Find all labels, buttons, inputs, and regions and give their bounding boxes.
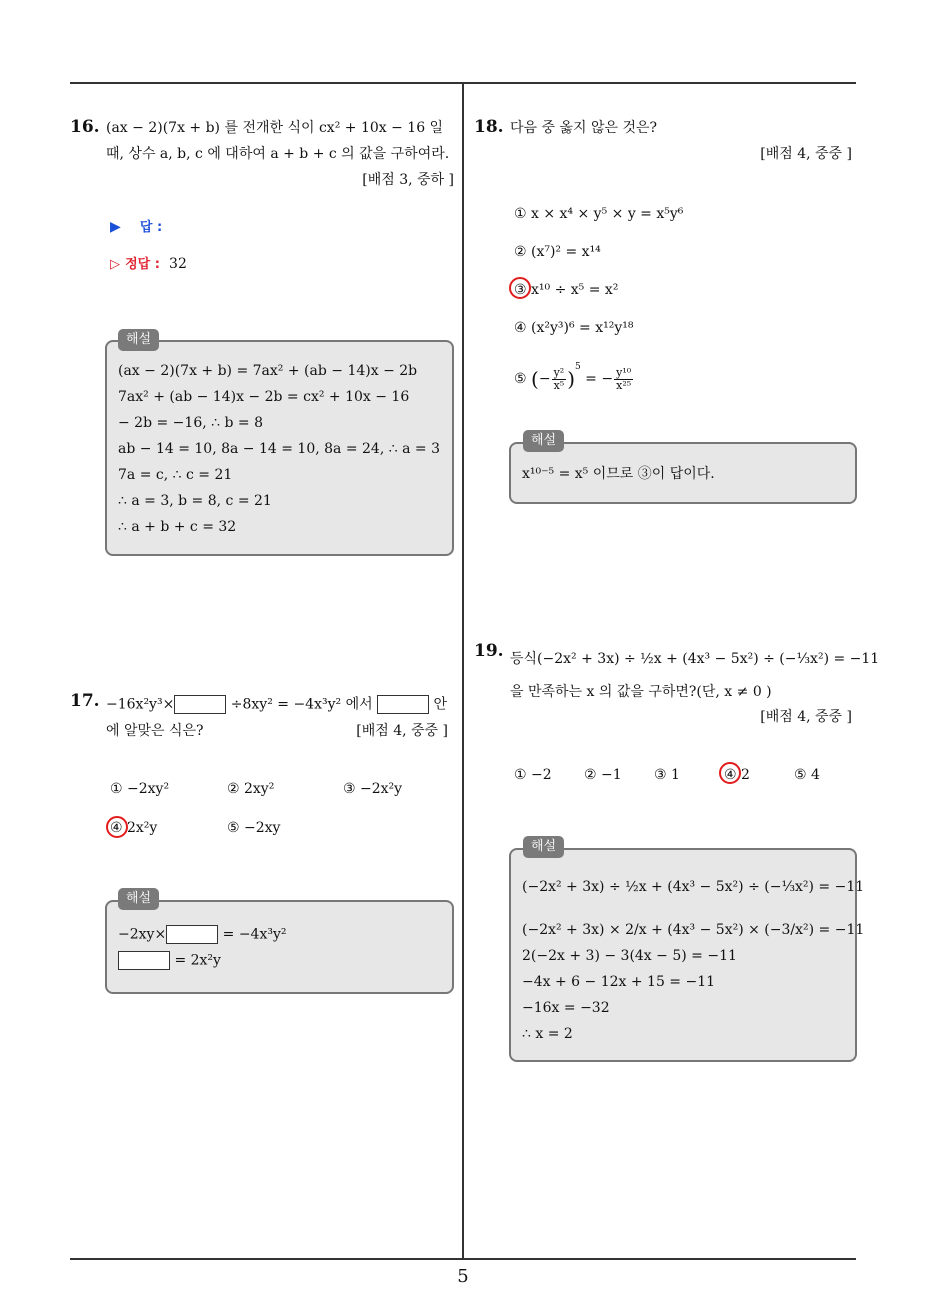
q16-explain-line: ∴ a = 3, b = 8, c = 21 xyxy=(118,493,272,509)
page-number: 5 xyxy=(457,1266,469,1287)
q16-explain-line: 7a = c, ∴ c = 21 xyxy=(118,467,233,483)
choice-5-lhs-fraction xyxy=(552,367,567,392)
blank-box xyxy=(166,925,218,944)
q16-explain-line: ab − 14 = 10, 8a − 14 = 10, 8a = 24, ∴ a = 3 xyxy=(118,441,440,457)
q17-explain-c: = 2x²y xyxy=(174,952,221,969)
q17-choice: ① −2xy² xyxy=(110,781,170,797)
q18-explain-line: x¹⁰⁻⁵ = x⁵ 이므로 ③이 답이다. xyxy=(522,466,715,482)
q16-answer-prompt xyxy=(110,216,162,235)
blank-box xyxy=(174,695,226,714)
correct-answer-value: 32 xyxy=(169,256,187,272)
correct-answer-label: 정답 : xyxy=(125,257,160,272)
blank-box xyxy=(377,695,429,714)
q17-expr-a: −16x²y³× xyxy=(106,696,175,713)
q19-score: [배점 4, 중중 ] xyxy=(760,709,852,725)
q17-score: [배점 4, 중중 ] xyxy=(356,723,448,739)
q17-explanation-tag: 해설 xyxy=(118,888,159,910)
q18-explanation-tag: 해설 xyxy=(523,430,564,452)
play-icon: ▶ xyxy=(110,219,121,235)
q19-choice: ⑤ 4 xyxy=(794,767,820,783)
q17-choice: ④ 2x²y xyxy=(110,820,158,836)
q16-correct-answer xyxy=(110,253,187,272)
q19-text-line1: 등식(−2x² + 3x) ÷ ½x + (4x³ − 5x²) ÷ (−⅓x²) = −11 xyxy=(510,651,880,667)
q17-number: 17. xyxy=(70,691,100,711)
q19-answer-circle-mark xyxy=(719,762,741,784)
q17-expr-b: ÷8xy² = −4x³y² 에서 xyxy=(230,696,373,713)
q16-score: [배점 3, 중하 ] xyxy=(362,172,454,188)
blank-box xyxy=(118,951,170,970)
q19-choice: ② −1 xyxy=(584,767,622,783)
q17-explain-a: −2xy× xyxy=(118,926,167,943)
q18-choice: ④ (x²y³)⁶ = x¹²y¹⁸ xyxy=(514,320,634,336)
fraction-denominator: x⁵ xyxy=(553,378,565,392)
choice-5-exponent: 5 xyxy=(575,362,581,372)
q16-number: 16. xyxy=(70,117,100,137)
q17-choice: ⑤ −2xy xyxy=(227,820,281,836)
q17-explain-line2 xyxy=(118,951,221,970)
q16-explain-line: (ax − 2)(7x + b) = 7ax² + (ab − 14)x − 2b xyxy=(118,363,418,379)
q19-text-line2: 을 만족하는 x 의 값을 구하면?(단, x ≠ 0 ) xyxy=(510,684,772,700)
q18-choice-5: ⑤ (− $\frac{\text{y²}}{\text{x⁵}}$ )$^5$ = − $\frac{\text{y¹⁰}}{\text{x²⁵}}$ xyxy=(514,362,632,392)
q16-explain-line: ∴ a + b + c = 32 xyxy=(118,519,237,535)
q16-explain-line: − 2b = −16, ∴ b = 8 xyxy=(118,415,263,431)
q16-text-line1: (ax − 2)(7x + b) 를 전개한 식이 cx² + 10x − 16 일 xyxy=(106,120,444,136)
q17-text-line2: 에 알맞은 식은? xyxy=(106,723,204,739)
q19-choice: ③ 1 xyxy=(654,767,680,783)
q18-choice: ① x × x⁴ × y⁵ × y = x⁵y⁶ xyxy=(514,206,684,222)
q18-choice: ② (x⁷)² = x¹⁴ xyxy=(514,244,601,260)
q17-explanation-box xyxy=(105,900,454,994)
fraction-numerator: y¹⁰ xyxy=(616,365,632,379)
q19-choice: ④ 2 xyxy=(724,767,750,783)
q19-explain-line: −4x + 6 − 12x + 15 = −11 xyxy=(522,974,716,990)
q17-explain-b: = −4x³y² xyxy=(222,926,287,943)
fraction-denominator: x²⁵ xyxy=(616,378,632,392)
fraction-numerator: y² xyxy=(553,365,565,379)
q16-explanation-tag: 해설 xyxy=(118,329,159,351)
q17-explain-line1 xyxy=(118,925,287,944)
q19-choice: ① −2 xyxy=(514,767,552,783)
choice-5-label: ⑤ xyxy=(514,371,527,387)
q19-explain-line: ∴ x = 2 xyxy=(522,1026,573,1042)
q19-explanation-tag: 해설 xyxy=(523,836,564,858)
column-divider xyxy=(462,83,464,1259)
q19-number: 19. xyxy=(474,641,504,661)
q17-choice: ③ −2x²y xyxy=(343,781,403,797)
q19-explain-line: (−2x² + 3x) × 2/x + (4x³ − 5x²) × (−3/x²) = −11 xyxy=(522,922,865,938)
q17-choice: ② 2xy² xyxy=(227,781,275,797)
q18-answer-circle-mark xyxy=(509,277,531,299)
q18-score: [배점 4, 중중 ] xyxy=(760,146,852,162)
q18-choice: ③ x¹⁰ ÷ x⁵ = x² xyxy=(514,282,619,298)
q17-text-line1 xyxy=(106,695,447,714)
answer-label: 답 : xyxy=(139,220,163,235)
q19-explain-line: 2(−2x + 3) − 3(4x − 5) = −11 xyxy=(522,948,737,964)
q16-explain-line: 7ax² + (ab − 14)x − 2b = cx² + 10x − 16 xyxy=(118,389,410,405)
q19-explain-line: (−2x² + 3x) ÷ ½x + (4x³ − 5x²) ÷ (−⅓x²) = −11 xyxy=(522,879,865,895)
choice-5-rhs-fraction xyxy=(614,367,633,392)
q17-expr-c: 안 xyxy=(433,696,448,713)
q16-text-line2: 때, 상수 a, b, c 에 대하여 a + b + c 의 값을 구하여라. xyxy=(106,146,450,162)
bottom-rule xyxy=(70,1258,856,1260)
outline-play-icon: ▷ xyxy=(110,257,120,272)
q17-answer-circle-mark xyxy=(106,816,128,838)
q19-explain-line: −16x = −32 xyxy=(522,1000,610,1016)
q18-number: 18. xyxy=(474,117,504,137)
q18-prompt: 다음 중 옳지 않은 것은? xyxy=(510,120,658,136)
